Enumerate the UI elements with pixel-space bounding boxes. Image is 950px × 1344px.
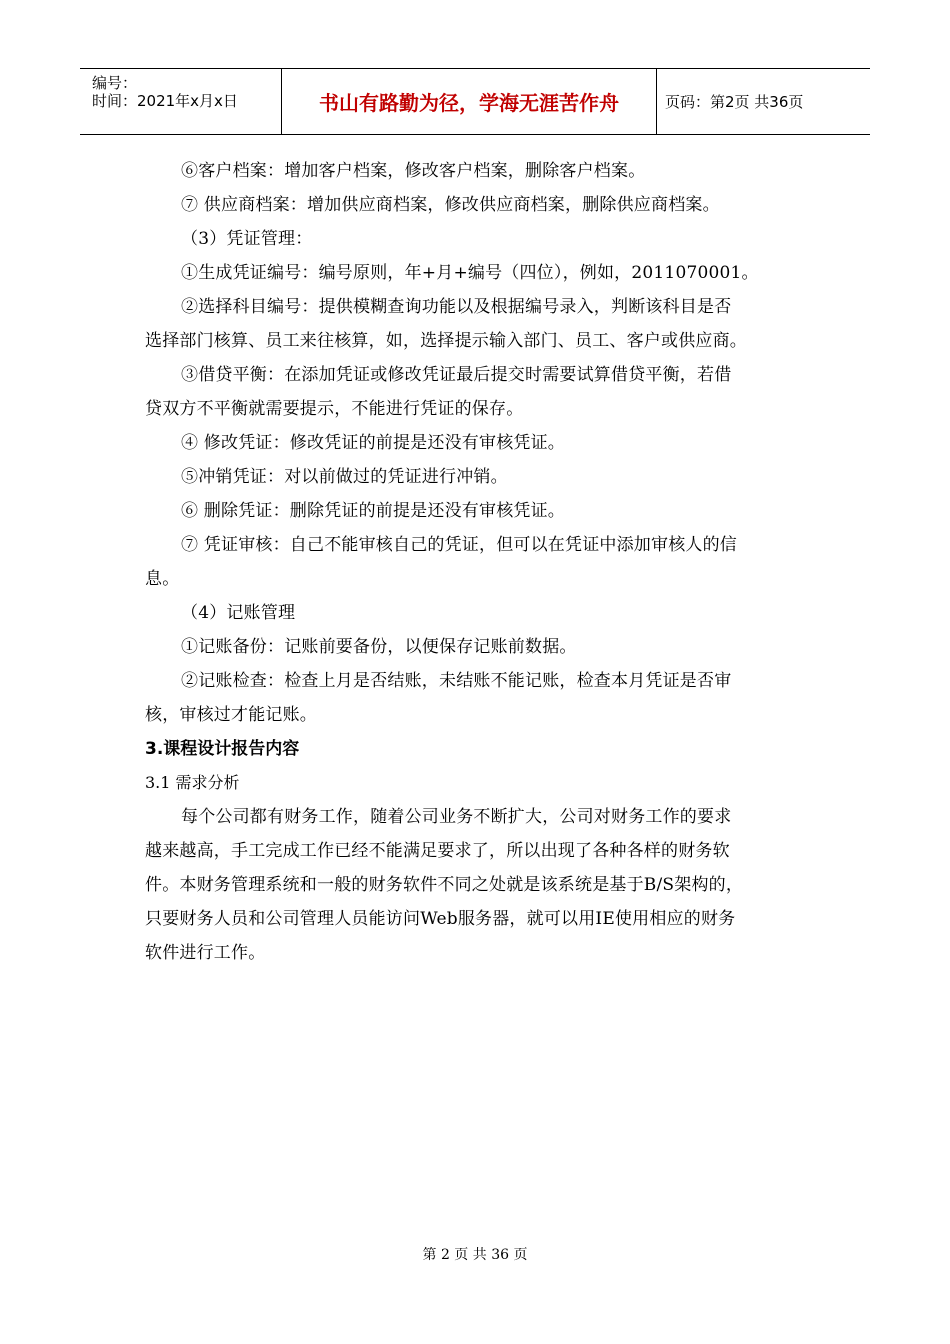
paragraph-line: ②选择科目编号：提供模糊查询功能以及根据编号录入，判断该科目是否 — [181, 297, 732, 317]
paragraph-line: ⑦ 凭证审核：自己不能审核自己的凭证，但可以在凭证中添加审核人的信 — [181, 535, 738, 555]
header-motto: 书山有路勤为径，学海无涯苦作舟 — [282, 69, 657, 134]
paragraph-line: ⑤冲销凭证：对以前做过的凭证进行冲销。 — [181, 467, 508, 487]
subsection-heading: 3.1 需求分析 — [145, 773, 240, 792]
paragraph-line: ⑥ 删除凭证：删除凭证的前提是还没有审核凭证。 — [181, 501, 566, 521]
header-left-cell — [80, 69, 282, 134]
paragraph-line: 息。 — [145, 569, 180, 589]
page-header — [80, 68, 870, 135]
document-time-label: 时间：2021年x月x日 — [92, 92, 238, 110]
paragraph-line: 只要财务人员和公司管理人员能访问Web服务器，就可以用IE使用相应的财务 — [145, 909, 736, 929]
paragraph-line: ②记账检查：检查上月是否结账，未结账不能记账，检查本月凭证是否审 — [181, 671, 732, 691]
paragraph-line: 件。本财务管理系统和一般的财务软件不同之处就是该系统是基于B/S架构的， — [145, 875, 744, 895]
section-heading: 3.课程设计报告内容 — [145, 739, 300, 759]
paragraph-line: 每个公司都有财务工作，随着公司业务不断扩大，公司对财务工作的要求 — [181, 807, 732, 827]
paragraph-line: 核，审核过才能记账。 — [145, 705, 317, 725]
page-footer: 第 2 页 共 36 页 — [422, 1247, 528, 1263]
paragraph-line: 选择部门核算、员工来往核算，如，选择提示输入部门、员工、客户或供应商。 — [145, 331, 747, 351]
section-subheading: （3）凭证管理： — [181, 229, 313, 249]
paragraph-line: ④ 修改凭证：修改凭证的前提是还没有审核凭证。 — [181, 433, 566, 453]
paragraph-line: ⑥客户档案：增加客户档案，修改客户档案，删除客户档案。 — [181, 161, 646, 181]
paragraph-line: ⑦ 供应商档案：增加供应商档案，修改供应商档案，删除供应商档案。 — [181, 195, 720, 215]
paragraph-line: 贷双方不平衡就需要提示，不能进行凭证的保存。 — [145, 399, 524, 419]
paragraph-line: 越来越高，手工完成工作已经不能满足要求了，所以出现了各种各样的财务软 — [145, 841, 730, 861]
paragraph-line: 软件进行工作。 — [145, 943, 266, 963]
document-body — [145, 154, 810, 970]
header-page-label: 页码：第2页 共36页 — [665, 93, 804, 111]
document-number-label: 编号： — [92, 74, 138, 92]
section-subheading: （4）记账管理 — [181, 603, 296, 623]
paragraph-line: ①生成凭证编号：编号原则，年+月+编号（四位），例如，2011070001。 — [181, 263, 759, 283]
paragraph-line: ③借贷平衡：在添加凭证或修改凭证最后提交时需要试算借贷平衡，若借 — [181, 365, 732, 385]
paragraph-line: ①记账备份：记账前要备份，以便保存记账前数据。 — [181, 637, 577, 657]
